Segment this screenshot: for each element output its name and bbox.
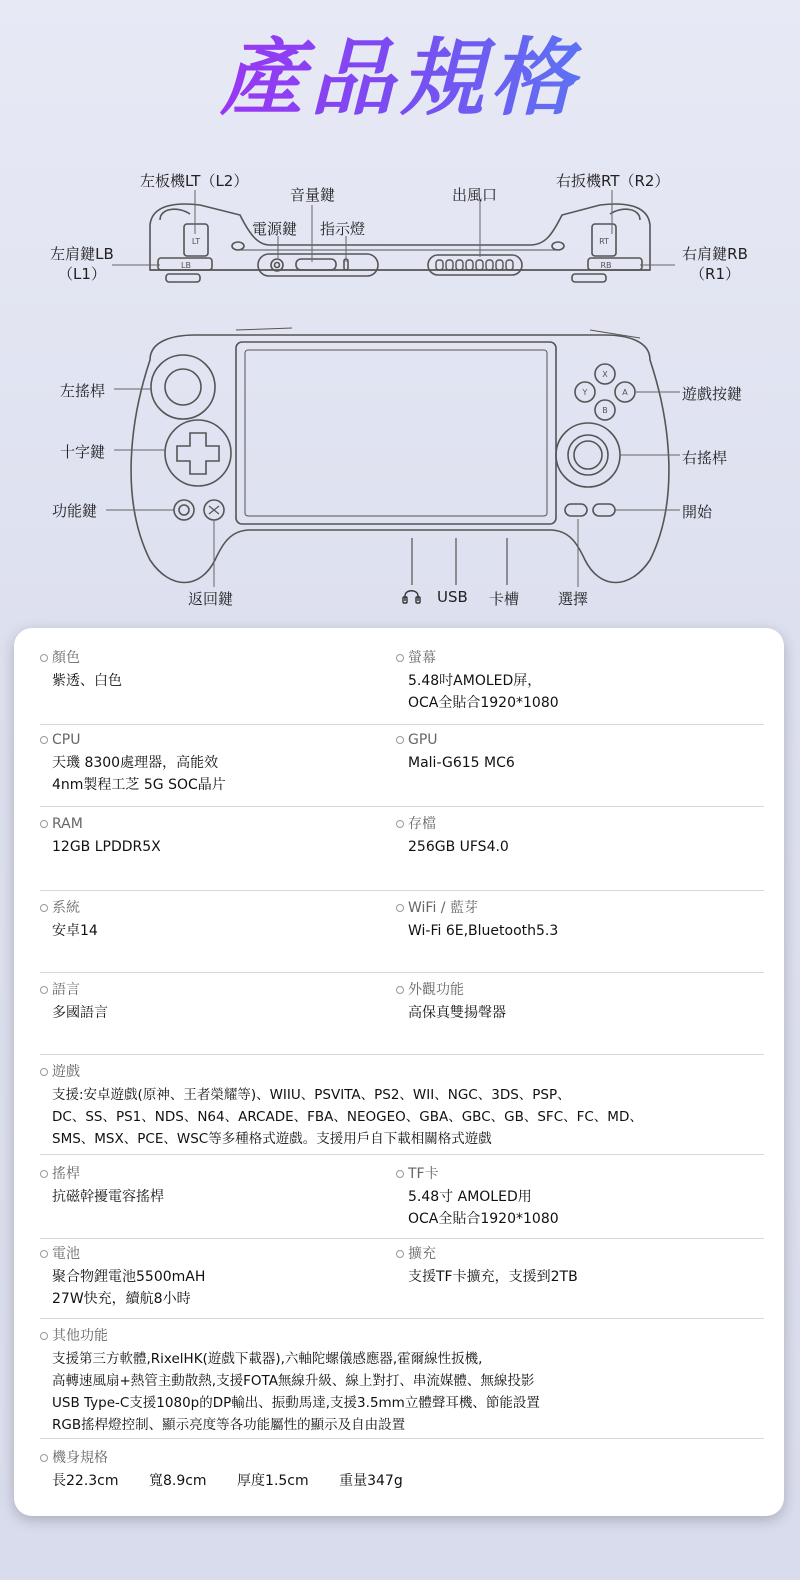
spec-row-other [40, 1326, 764, 1439]
left-stick [151, 355, 215, 419]
spec-value: 天璣 8300處理器，高能效 [52, 755, 219, 771]
spec-label: 螢幕 [396, 648, 756, 668]
spec-screen [396, 648, 756, 714]
spec-value: RGB搖桿燈控制、顯示亮度等各功能屬性的顯示及自由設置 [52, 1417, 406, 1433]
page-title: 產品規格 [0, 28, 800, 128]
spec-label: TF卡 [396, 1164, 756, 1184]
spec-games [40, 1062, 760, 1150]
label-dpad: 十字鍵 [60, 443, 106, 461]
spec-label: 電池 [40, 1244, 390, 1264]
label-back-key: 返回鍵 [188, 590, 234, 608]
spec-label: 其他功能 [40, 1326, 760, 1346]
spec-weight: 重量347g [339, 1473, 403, 1489]
spec-value: 5.48吋AMOLED屏， [408, 673, 542, 689]
spec-value: 256GB UFS4.0 [408, 839, 509, 855]
spec-value: 4nm製程工芝 5G SOC晶片 [52, 777, 226, 793]
spec-value: 27W快充，續航8小時 [52, 1291, 191, 1307]
spec-tf-card [396, 1164, 756, 1230]
spec-width: 寬8.9cm [148, 1473, 207, 1489]
label-indicator-light: 指示燈 [320, 220, 366, 238]
spec-value: 抗磁幹擾電容搖桿 [52, 1189, 164, 1205]
spec-joystick [40, 1164, 390, 1208]
spec-value: DC、SS、PS1、NDS、N64、ARCADE、FBA、NEOGEO、GBA、GBC、GB、SFC、FC、MD、 [52, 1109, 643, 1125]
spec-value: 支援第三方軟體,RixelHK(遊戲下載器),六軸陀螺儀感應器,霍爾線性扳機, [52, 1351, 483, 1367]
spec-cpu [40, 730, 390, 796]
spec-ram [40, 814, 390, 858]
spec-value: 支援:安卓遊戲(原神、王者榮耀等)、WIIU、PSVITA、PS2、WII、NGC、3DS、PSP、 [52, 1087, 571, 1103]
spec-label: 系統 [40, 898, 390, 918]
lt-key-label: LT [191, 237, 201, 246]
function-button [174, 500, 194, 520]
spec-row-body [40, 1448, 764, 1504]
spec-expansion [396, 1244, 756, 1288]
spec-value: 高轉速風扇+熱管主動散熱,支援FOTA無線升級、線上對打、串流媒體、無線投影 [52, 1373, 535, 1389]
spec-battery [40, 1244, 390, 1310]
spec-value: Wi-Fi 6E,Bluetooth5.3 [408, 923, 559, 939]
spec-label: 顏色 [40, 648, 390, 668]
start-button [593, 504, 615, 516]
spec-label: 搖桿 [40, 1164, 390, 1184]
spec-value: 紫透、白色 [52, 673, 122, 689]
spec-label: RAM [40, 814, 390, 834]
spec-label: 存檔 [396, 814, 756, 834]
label-lb-shoulder: 左肩鍵LB （L1） [50, 245, 114, 283]
spec-language [40, 980, 390, 1024]
label-function-key: 功能鍵 [52, 502, 98, 520]
spec-label: 語言 [40, 980, 390, 1000]
label-select: 選擇 [558, 590, 589, 608]
spec-label: 機身規格 [40, 1448, 760, 1468]
air-vent [428, 255, 522, 275]
spec-row-battery-expansion [40, 1244, 764, 1319]
headphone-icon [403, 591, 420, 603]
spec-value: 5.48寸 AMOLED用 [408, 1189, 532, 1205]
spec-row-games [40, 1062, 764, 1155]
label-right-stick: 右搖桿 [682, 449, 728, 467]
spec-label: CPU [40, 730, 390, 750]
rb-button [588, 258, 642, 270]
spec-value: 多國語言 [52, 1005, 108, 1021]
spec-row-language-appearance [40, 980, 764, 1055]
label-game-buttons: 遊戲按鍵 [682, 385, 743, 403]
right-stick [556, 423, 620, 487]
b-key-label: B [602, 406, 608, 415]
spec-length: 長22.3cm [52, 1473, 119, 1489]
spec-storage [396, 814, 756, 858]
spec-value: OCA全貼合1920*1080 [408, 695, 559, 711]
spec-label: 遊戲 [40, 1062, 760, 1082]
spec-row-joystick-tf [40, 1164, 764, 1239]
y-key-label: Y [582, 388, 588, 397]
spec-thickness: 厚度1.5cm [237, 1473, 309, 1489]
spec-value: OCA全貼合1920*1080 [408, 1211, 559, 1227]
spec-body-dimensions [40, 1448, 760, 1492]
label-rt-trigger: 右扳機RT（R2） [556, 172, 670, 190]
spec-color [40, 648, 390, 692]
device-diagram [0, 0, 800, 620]
screen [236, 342, 556, 524]
spec-value: 安卓14 [52, 923, 98, 939]
spec-value: 高保真雙揚聲器 [408, 1005, 506, 1021]
spec-row-cpu-gpu [40, 730, 764, 807]
spec-gpu [396, 730, 756, 774]
spec-row-system-wifi [40, 898, 764, 973]
spec-row-ram-storage [40, 814, 764, 891]
spec-card [14, 628, 784, 1516]
rb-key-label: RB [600, 261, 612, 270]
spec-appearance [396, 980, 756, 1024]
label-volume-key: 音量鍵 [290, 186, 336, 204]
label-usb: USB [437, 588, 468, 606]
label-lt-trigger: 左板機LT（L2） [140, 172, 249, 190]
lb-key-label: LB [181, 261, 191, 270]
spec-value: 12GB LPDDR5X [52, 839, 161, 855]
volume-button [296, 259, 336, 270]
spec-value: SMS、MSX、PCE、WSC等多種格式遊戲。支援用戶自下載相關格式遊戲 [52, 1131, 492, 1147]
spec-value: 支援TF卡擴充，支援到2TB [408, 1269, 578, 1285]
spec-label: WiFi / 藍芽 [396, 898, 756, 918]
select-button [565, 504, 587, 516]
dpad [177, 433, 219, 474]
spec-value: 聚合物鋰電池5500mAH [52, 1269, 206, 1285]
label-card-slot: 卡槽 [489, 590, 520, 608]
spec-value: Mali-G615 MC6 [408, 755, 515, 771]
label-air-vent: 出風口 [452, 186, 498, 204]
spec-label: 外觀功能 [396, 980, 756, 1000]
spec-row-color-screen [40, 648, 764, 725]
rt-key-label: RT [599, 237, 609, 246]
label-power-key: 電源鍵 [252, 220, 298, 238]
spec-other [40, 1326, 760, 1436]
top-view-body [150, 204, 650, 270]
spec-label: GPU [396, 730, 756, 750]
spec-value: USB Type-C支援1080p的DP輸出、振動馬達,支援3.5mm立體聲耳機、節能設置 [52, 1395, 540, 1411]
spec-wifi [396, 898, 756, 942]
spec-system [40, 898, 390, 942]
a-key-label: A [622, 388, 628, 397]
label-left-stick: 左搖桿 [60, 382, 106, 400]
spec-label: 擴充 [396, 1244, 756, 1264]
x-key-label: X [602, 370, 608, 379]
label-start: 開始 [682, 503, 713, 521]
label-rb-shoulder: 右肩鍵RB （R1） [682, 245, 748, 283]
